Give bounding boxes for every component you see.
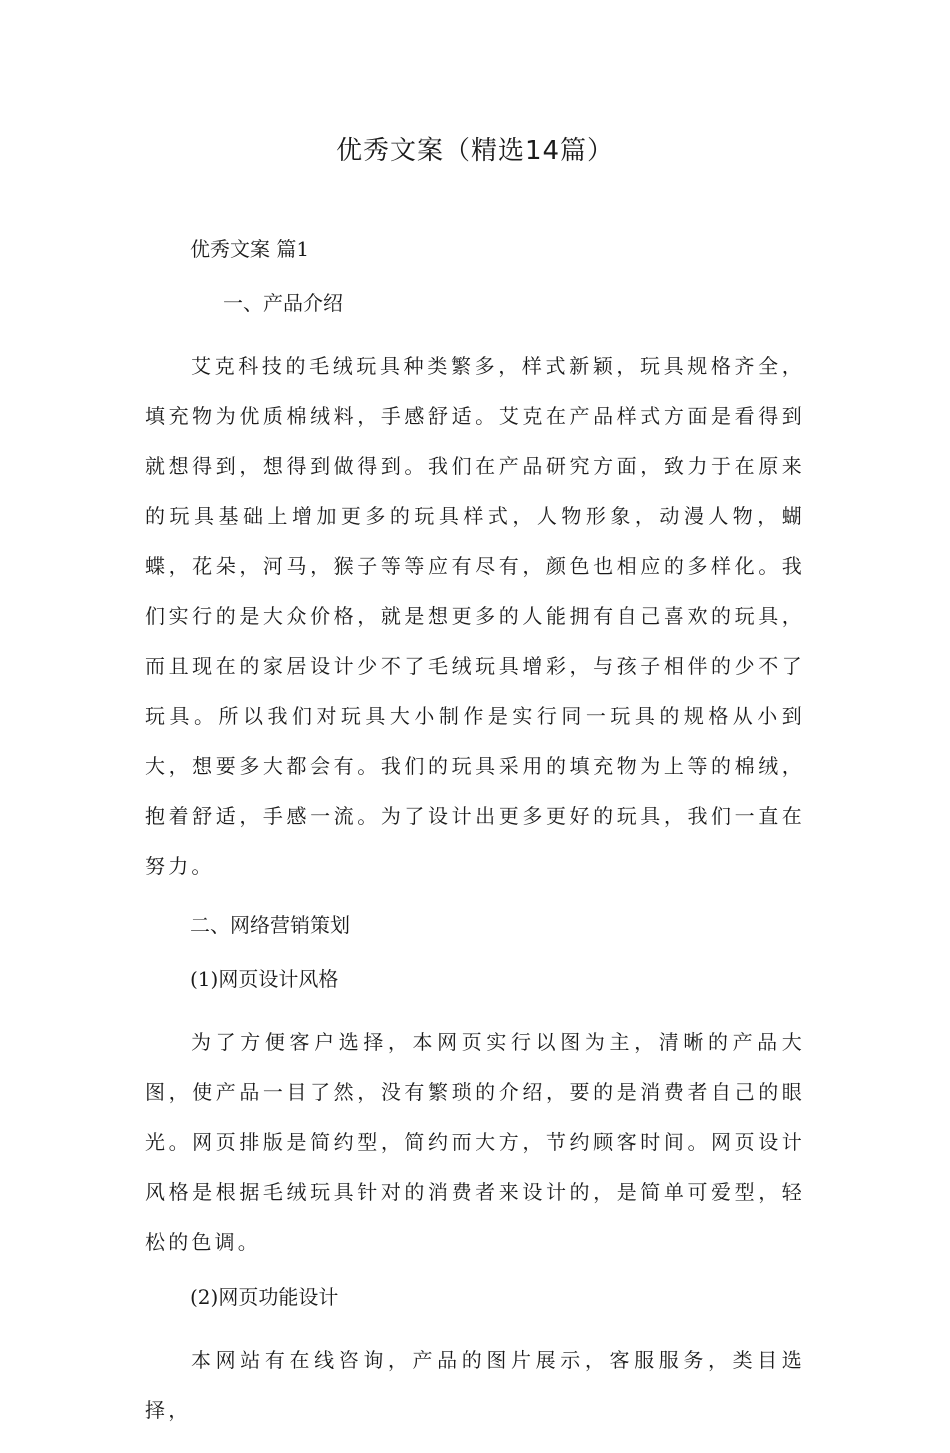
sub2-paragraph: 本网站有在线咨询，产品的图片展示，客服服务，类目选择， xyxy=(145,1348,805,1422)
part2-heading: 二、网络营销策划 xyxy=(190,913,350,937)
document-title: 优秀文案（精选14篇） xyxy=(335,136,615,166)
sub1-paragraph: 为了方便客户选择，本网页实行以图为主，清晰的产品大图，使产品一目了然，没有繁琐的介绍，要的是消费者自己的眼光。网页排版是简约型，简约而大方，节约顾客时间。网页设计风格是根据毛绒玩具针对的消费者来设计的，是简单可爱型，轻松的色调。 xyxy=(145,1030,805,1254)
section-heading: 优秀文案 篇1 xyxy=(190,237,310,261)
sub2-heading: (2)网页功能设计 xyxy=(190,1285,339,1309)
sub1-heading: (1)网页设计风格 xyxy=(190,967,339,991)
part1-paragraph: 艾克科技的毛绒玩具种类繁多，样式新颖，玩具规格齐全，填充物为优质棉绒料，手感舒适。艾克在产品样式方面是看得到就想得到，想得到做得到。我们在产品研究方面，致力于在原来的玩具基础上增加更多的玩具样式，人物形象，动漫人物，蝴蝶，花朵，河马，猴子等等应有尽有，颜色也相应的多样化。我们实行的是大众价格，就是想更多的人能拥有自己喜欢的玩具，而且现在的家居设计少不了毛绒玩具增彩，与孩子相伴的少不了玩具。所以我们对玩具大小制作是实行同一玩具的规格从小到大，想要多大都会有。我们的玩具采用的填充物为上等的棉绒，抱着舒适，手感一流。为了设计出更多更好的玩具，我们一直在努力。 xyxy=(145,354,805,878)
document-body xyxy=(145,233,805,1453)
part1-heading: 一、产品介绍 xyxy=(223,291,343,315)
